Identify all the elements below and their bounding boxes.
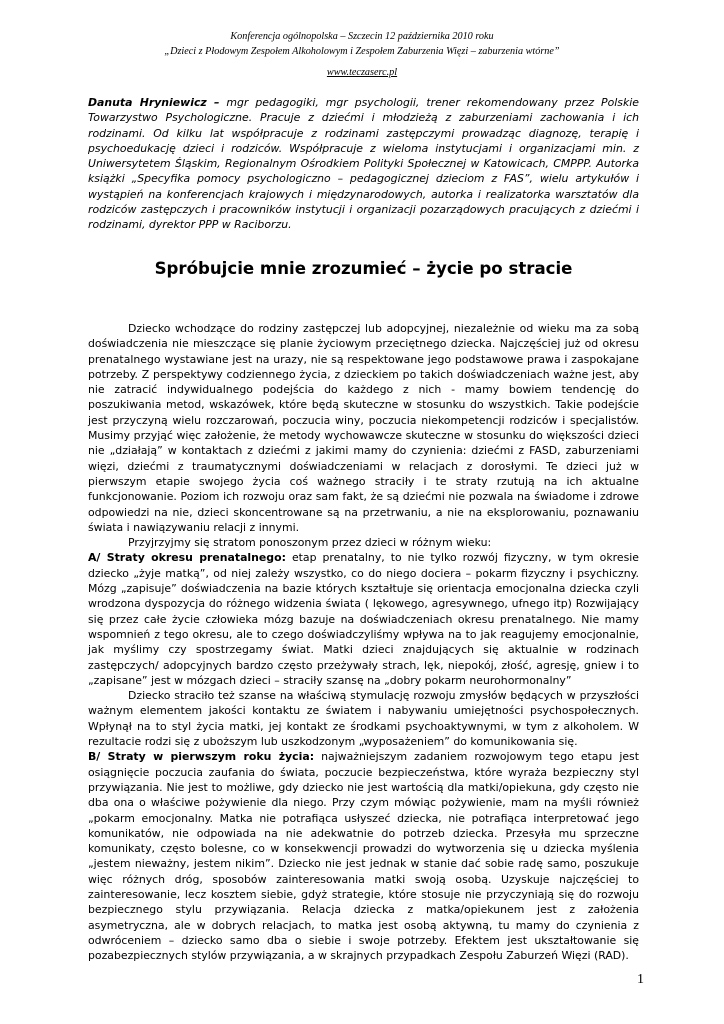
- conference-subtitle-line: „Dzieci z Płodowym Zespołem Alkoholowym i Zespołem Zaburzenia Więzi – zaburzenia wtórne”: [164, 46, 560, 57]
- article-body: [88, 321, 639, 963]
- author-bio-text: mgr pedagogiki, mgr psychologii, trener rekomendowany przez Polskie Towarzystwo Psychologiczne. Pracuje z dziećmi i młodzieżą z zaburzeniami zachowania i ich rodzinami. Od kilku lat współpracuje z rodzinami zastępczymi prowadząc diagnozę, terapię i psychoedukację dzieci i rodziców. Współpracuje z wieloma instytucjami i organizacjami min. z Uniwersytetem Śląskim, Regionalnym Ośrodkiem Polityki Społecznej w Katowicach, CMPPP. Autorka książki „Specyfika pomocy psychologiczno – pedagogicznej dzieciom z FAS”, wielu artykułów i wystąpień na konferencjach krajowych i międzynarodowych, autorka i realizatorka warsztatów dla rodziców zastępczych i pracowników instytucji i organizacji pozarządowych pracujących z dziećmi i rodzinami, dyrektor PPP w Raciborzu.: [88, 96, 639, 232]
- section-text-prenatal: etap prenatalny, to nie tylko rozwój fizyczny, w tym okresie dziecko „żyje matką”, od niej zależy wszystko, co do niego dociera – pokarm fizyczny i psychiczny. Mózg „zapisuje” doświadczenia na bazie których kształtuje się orientacja emocjonalna dziecka czyli wrodzona dyspozycja do różnego widzenia świata ( lękowego, agresywnego, ufnego itp) Rozwijający się przez całe życie człowieka mózg bazuje na doświadczeniach okresu prenatalnego. Nie mamy wspomnień z tego okresu, ale to czego doświadczyliśmy wpływa na to jak reagujemy emocjonalnie, jak myślimy czy spostrzegamy świat. Matki dzieci znajdujących się aktualnie w rodzinach zastępczych/ adopcyjnych bardzo często przeżywały strach, lęk, niepokój, złość, agresję, gniew i to „zapisane” jest w mózgach dzieci – straciły szansę na „dobry pokarm neurohormonalny”: [88, 551, 639, 687]
- body-paragraph: [88, 550, 639, 688]
- page-number: 1: [637, 972, 644, 987]
- article-title: Spróbujcie mnie zrozumieć – życie po stracie: [154, 259, 573, 278]
- conference-header-line: Konferencja ogólnopolska – Szczecin 12 października 2010 roku: [230, 31, 494, 42]
- section-text-first-year: najważniejszym zadaniem rozwojowym tego etapu jest osiągnięcie poczucia zaufania do świata, poczucie bezpieczeństwa, które wyraża bezpieczny styl przywiązania. Nie jest to możliwe, gdy dziecko nie jest wartością dla matki/opiekuna, gdy często nie dba ona o właściwe pożywienie dla niego. Przy czym mówiąc pożywienie, mam na myśli również „pokarm emocjonalny. Matka nie potrafiąca usłyszeć dziecka, nie potrafiąca interpretować jego komunikatów, nie odpowiada na nie adekwatnie do potrzeb dziecka. Przesyła mu sprzeczne komunikaty, często bolesne, co w konsekwencji prowadzi do wytworzenia się u dziecka myślenia „jestem nieważny, jestem nikim”. Dziecko nie jest jednak w stanie dać sobie radę samo, poszukuje więc różnych dróg, sposobów zainteresowania matki swoją osobą. Uzyskuje najczęściej to zainteresowanie, lecz kosztem siebie, gdyż strategie, które stosuje nie przyczyniają się do rozwoju bezpiecznego stylu przywiązania. Relacja dziecka z matka/opiekunem jest z założenia asymetryczna, ale w dobrych relacjach, to matka jest osobą aktywną, tu mamy do czynienia z odwróceniem – dziecko samo dba o siebie i swoje potrzeby. Efektem jest ukształtowanie się pozabezpiecznych stylów przywiązania, a w skrajnych przypadkach Zespołu Zaburzeń Więzi (RAD).: [88, 750, 639, 963]
- author-bio: [88, 95, 639, 233]
- body-paragraph: Przyjrzyjmy się stratom ponoszonym przez dzieci w różnym wieku:: [128, 536, 492, 550]
- header-website-link[interactable]: www.teczaserc.pl: [326, 67, 398, 78]
- body-paragraph: [88, 749, 639, 963]
- section-heading-first-year: B/ Straty w pierwszym roku życia:: [88, 750, 315, 764]
- author-name: Danuta Hryniewicz –: [88, 96, 220, 109]
- body-paragraph: Dziecko wchodzące do rodziny zastępczej lub adopcyjnej, niezależnie od wieku ma za sobą doświadczenia nie mieszczące się planie życiowym przeciętnego dziecka. Najczęściej już od okresu prenatalnego wystawiane jest na urazy, nie są respektowane jego podstawowe prawa i zaspokajane potrzeby. Z perspektywy codziennego życia, z dzieckiem po takich doświadczeniach ważne jest, aby nie zatracić indywidualnego podejścia do każdego z nich - mamy bowiem tendencję do poszukiwania metod, wskazówek, które będą skuteczne w stosunku do wszystkich. Takie podejście jest przyczyną wielu rozczarowań, poczucia winy, poczucia niekompetencji rodziców i specjalistów. Musimy przyjąć więc założenie, że metody wychowawcze skuteczne w stosunku do większości dzieci nie „działają” w kontaktach z dziećmi z jakimi mamy do czynienia: dziećmi z FASD, zaburzeniami więzi, dziećmi z traumatycznymi doświadczeniami w relacjach z dorosłymi. Te dzieci już w pierwszym etapie swojego życia coś ważnego straciły i te straty rzutują na ich aktualne funkcjonowanie. Poziom ich rozwoju oraz sam fakt, że są dziećmi nie pozwala na świadome i zdrowe odpowiedzi na nie, dzieci skoncentrowane są na przetrwaniu, a nie na eksplorowaniu, poznawaniu świata i nawiązywaniu relacji z innymi.: [88, 322, 639, 534]
- section-heading-prenatal: A/ Straty okresu prenatalnego:: [88, 551, 286, 565]
- body-paragraph: Dziecko straciło też szanse na właściwą stymulację rozwoju zmysłów będących w przyszłości ważnym elementem jakości kontaktu ze światem i nabywaniu umiejętności psychospołecznych. Wpłynął na to styl życia matki, jej kontakt ze środkami psychoaktywnymi, w tym z alkoholem. W rezultacie rodzi się z uboższym lub uszkodzonym „wyposażeniem” do komunikowania się.: [88, 689, 639, 749]
